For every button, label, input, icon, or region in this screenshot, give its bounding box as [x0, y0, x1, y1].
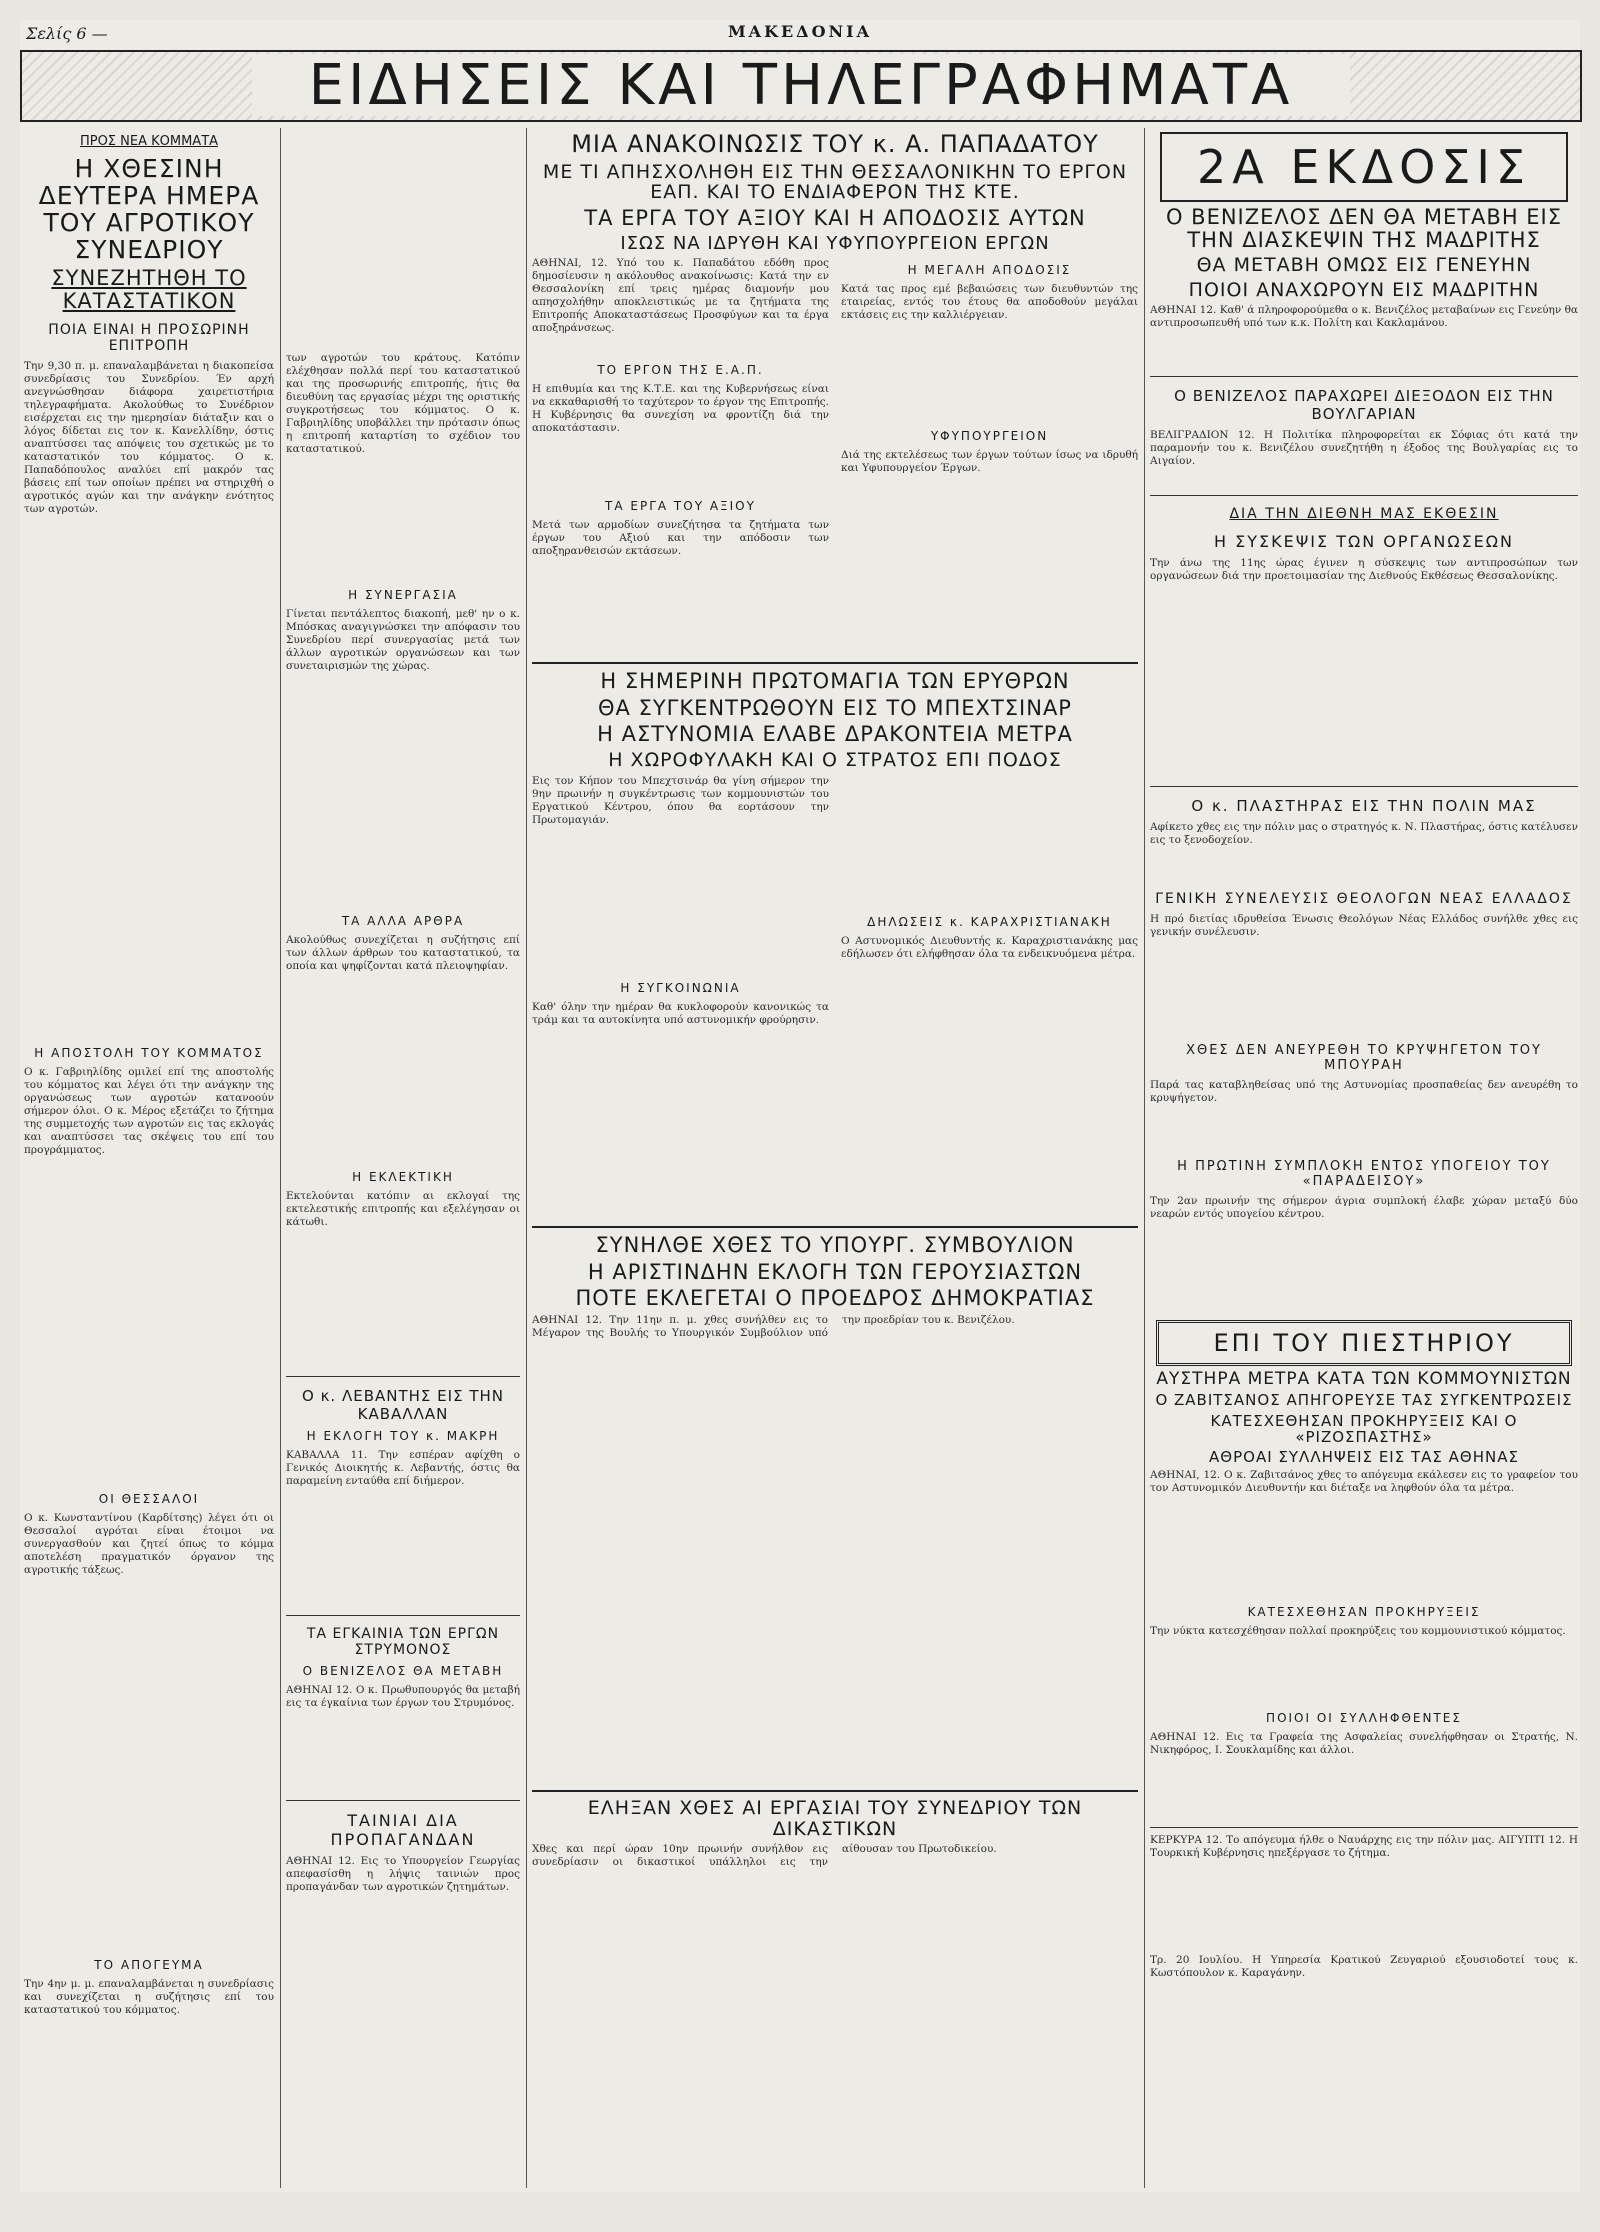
- subheading: ΤΑ ΑΛΛΑ ΑΡΘΡΑ: [341, 914, 465, 928]
- subheading: Η ΜΕΓΑΛΗ ΑΠΟΔΟΣΙΣ: [907, 263, 1072, 278]
- headline-secondary: ΣΥΝΕΖΗΤΗΘΗ ΤΟ ΚΑΤΑΣΤΑΤΙΚΟΝ: [51, 266, 247, 313]
- edition-badge: 2Α ΕΚΔΟΣΙΣ: [1160, 132, 1568, 202]
- subheading: Η ΣΥΓΚΟΙΝΩΝΙΑ: [620, 980, 741, 995]
- paper-name: ΜΑΚΕΔΟΝΙΑ: [727, 22, 873, 41]
- column-rule: [280, 128, 281, 2188]
- article-body: Ακολούθως συνεχίζεται η συζήτησις επί των άλλων άρθρων του καταστατικού, τα οποία και ψηφίζονται κατά πλειοψηφίαν.: [286, 934, 520, 972]
- subheading: ΤΟ ΕΡΓΟΝ ΤΗΣ Ε.Α.Π.: [597, 363, 764, 378]
- subheadline: ΠΟΙΑ ΕΙΝΑΙ Η ΠΡΟΣΩΡΙΝΗ ΕΠΙΤΡΟΠΗ: [48, 322, 250, 355]
- article-body: ΑΘΗΝΑΙ 12. Εις το Υπουργείον Γεωργίας απεφασίσθη η λήψις ταινιών προς προπαγάνδαν των αγροτικών ζητημάτων.: [286, 1855, 520, 1893]
- article-body: ΑΘΗΝΑΙ 12. Καθ' ά πληροφορούμεθα ο κ. Βενιζέλος μεταβαίνων εις Γενεύην θα αντιπροσωπευθή υπό των κ.κ. Πολίτη και Κακλαμάνου.: [1150, 304, 1578, 330]
- article-mayday: [532, 656, 1138, 1216]
- article-body: των αγροτών του κράτους. Κατόπιν ελέχθησαν πολλά περί του καταστατικού και της προσωρινής επιτροπής, ήτις θα διευθύνη τας εργασίας μέχρι της οριστικής συγκροτήσεως του κόμματος. Ο κ. Γαβριηλίδης υποβάλλει την πρότασιν όπως η επιτροπή καταρτίση το σχέδιον του καταστατικού.: [286, 352, 520, 455]
- article-body: ΑΘΗΝΑΙ 12. Εις τα Γραφεία της Ασφαλείας συνελήφθησαν οι Στρατής, Ν. Νικηφόρος, Ι. Σουκλαμίδης και άλλοι.: [1150, 1731, 1578, 1757]
- subheading: ΥΦΥΠΟΥΡΓΕΙΟΝ: [930, 429, 1049, 444]
- newspaper-page: [20, 20, 1580, 2192]
- headline: ΕΛΗΞΑΝ ΧΘΕΣ ΑΙ ΕΡΓΑΣΙΑΙ ΤΟΥ ΣΥΝΕΔΡΙΟΥ ΤΩΝ ΔΙΚΑΣΤΙΚΩΝ: [587, 1797, 1083, 1840]
- subheading: Η ΑΠΟΣΤΟΛΗ ΤΟΥ ΚΟΜΜΑΤΟΣ: [34, 1046, 264, 1061]
- article-body: Ο Αστυνομικός Διευθυντής κ. Καραχριστιανάκης μας εδήλωσεν ότι ελήφθησαν όλα τα ενδεικνυόμενα μέτρα.: [841, 934, 1138, 960]
- piestiriou-banner: ΕΠΙ ΤΟΥ ΠΙΕΣΤΗΡΙΟΥ: [1156, 1320, 1572, 1366]
- subheading: Η ΕΚΛΕΚΤΙΚΗ: [352, 1170, 454, 1184]
- headline: ΑΥΣΤΗΡΑ ΜΕΤΡΑ ΚΑΤΑ ΤΩΝ ΚΟΜΜΟΥΝΙΣΤΩΝ: [1156, 1369, 1572, 1389]
- column-agrarian: [24, 128, 274, 2188]
- subheading: ΟΙ ΘΕΣΣΑΛΟΙ: [98, 1492, 200, 1507]
- article-piestiriou: [1150, 1316, 1578, 2188]
- article-body: Κατά τας προς εμέ βεβαιώσεις των διευθυντών της εταιρείας, εντός του έτους θα αποδοθούν μεγάλαι εκτάσεις εις την καλλιέργειαν.: [841, 283, 1138, 322]
- headline-secondary: Η ΑΡΙΣΤΙΝΔΗΝ ΕΚΛΟΓΗ ΤΩΝ ΓΕΡΟΥΣΙΑΣΤΩΝ: [587, 1259, 1083, 1284]
- article-body: Ο κ. Κωνσταντίνου (Καρδίτσης) λέγει ότι οι Θεσσαλοί αγρόται είναι έτοιμοι να συνεργασθούν και ζητεί όπως το κόμμα αποτελέση πραγματικόν όργανον της αγροτικής τάξεως.: [24, 1512, 274, 1577]
- headline-secondary: ΘΑ ΜΕΤΑΒΗ ΟΜΩΣ ΕΙΣ ΓΕΝΕΥΗΝ: [1196, 254, 1532, 277]
- headline-theologon: ΓΕΝΙΚΗ ΣΥΝΕΛΕΥΣΙΣ ΘΕΟΛΟΓΩΝ ΝΕΑΣ ΕΛΛΑΔΟΣ: [1155, 891, 1573, 907]
- headline-tertiary: Η ΑΣΤΥΝΟΜΙΑ ΕΛΑΒΕ ΔΡΑΚΟΝΤΕΙΑ ΜΕΤΡΑ: [597, 722, 1073, 747]
- headline-symplokh: Η ΠΡΩΤΙΝΗ ΣΥΜΠΛΟΚΗ ΕΝΤΟΣ ΥΠΟΓΕΙΟΥ ΤΟΥ «ΠΑΡΑΔΕΙΣΟΥ»: [1177, 1159, 1551, 1189]
- headline-quaternary: Η ΧΩΡΟΦΥΛΑΚΗ ΚΑΙ Ο ΣΤΡΑΤΟΣ ΕΠΙ ΠΟΔΟΣ: [608, 749, 1062, 772]
- column-agrarian-continued: [286, 128, 520, 2188]
- headline: Ο ΒΕΝΙΖΕΛΟΣ ΔΕΝ ΘΑ ΜΕΤΑΒΗ ΕΙΣ ΤΗΝ ΔΙΑΣΚΕΨΙΝ ΤΗΣ ΜΑΔΡΙΤΗΣ: [1165, 205, 1563, 252]
- article-body: Αφίκετο χθες εις την πόλιν μας ο στρατηγός κ. Ν. Πλαστήρας, όστις κατέλυσεν εις το ξενοδοχείον.: [1150, 821, 1578, 846]
- headline-secondary: ΜΕ ΤΙ ΑΠΗΣΧΟΛΗΘΗ ΕΙΣ ΤΗΝ ΘΕΣΣΑΛΟΝΙΚΗΝ ΤΟ ΕΡΓΟΝ ΕΑΠ. ΚΑΙ ΤΟ ΕΝΔΙΑΦΕΡΟΝ ΤΗΣ ΚΤΕ.: [542, 160, 1128, 204]
- subheading: Η ΕΚΛΟΓΗ ΤΟΥ κ. ΜΑΚΡΗ: [306, 1429, 500, 1443]
- article-body: Ο κ. Γαβριηλίδης ομιλεί επί της αποστολής του κόμματος και λέγει ότι την ανάγκην της οργανώσεως των αγροτών κατανοούν σήμερον όλοι. Ο κ. Μέρος εξετάζει το ζήτημα της συμμετοχής των αγροτών εις τας εκλογάς και αναπτύσσει τας σκέψεις του επί του προγράμματος.: [24, 1066, 274, 1157]
- article-body: ΚΑΒΑΛΛΑ 11. Την εσπέραν αφίχθη ο Γενικός Διοικητής κ. Λεβαντής, όστις θα παραμείνη ενταύθα επί διήμερον.: [286, 1449, 520, 1487]
- subheading: ΤΟ ΑΠΟΓΕΥΜΑ: [94, 1958, 204, 1973]
- article-body: Την 2αν πρωινήν της σήμερον άγρια συμπλοκή έλαβε χώραν μεταξύ δύο νεαρών εντός υπογείου κέντρου.: [1150, 1195, 1578, 1220]
- article-body: Γίνεται πεντάλεπτος διακοπή, μεθ' ην ο κ. Μπόσκας αναγιγνώσκει την απόφασιν του Συνεδρίου περί συνεργασίας μετά των άλλων αγροτικών οργανώσεων και των συνεταιρισμών της χώρας.: [286, 608, 520, 672]
- headline-secondary: Ο ΖΑΒΙΤΣΑΝΟΣ ΑΠΗΓΟΡΕΥΣΕ ΤΑΣ ΣΥΓΚΕΝΤΡΩΣΕΙΣ: [1155, 1391, 1573, 1410]
- article-body: Τρ. 20 Ιουλίου. Η Υπηρεσία Κρατικού Ζευγαριού εξουσιοδοτεί τους κ. Κωστόπουλον κ. Καραγάνην.: [1150, 1954, 1578, 1980]
- article-body: Καθ' όλην την ημέραν θα κυκλοφορούν κανονικώς τα τράμ και τα αυτοκίνητα υπό αστυνομικήν φρούρησιν.: [532, 1000, 829, 1026]
- subheading: ΚΑΤΕΣΧΕΘΗΣΑΝ ΠΡΟΚΗΡΥΞΕΙΣ: [1247, 1605, 1481, 1620]
- article-body: Παρά τας καταβληθείσας υπό της Αστυνομίας προσπαθείας δεν ανευρέθη το κρυψήγετον.: [1150, 1079, 1578, 1104]
- banner-title: ΕΙΔΗΣΕΙΣ ΚΑΙ ΤΗΛΕΓΡΑΦΗΜΑΤΑ: [252, 54, 1350, 116]
- headline-bulgaria: Ο ΒΕΝΙΖΕΛΟΣ ΠΑΡΑΧΩΡΕΙ ΔΙΕΞΟΔΟΝ ΕΙΣ ΤΗΝ ΒΟΥΛΓΑΡΙΑΝ: [1174, 387, 1554, 424]
- subheading: ΔΗΛΩΣΕΙΣ κ. ΚΑΡΑΧΡΙΣΤΙΑΝΑΚΗ: [867, 914, 1112, 929]
- headline-levantis: Ο κ. ΛΕΒΑΝΤΗΣ ΕΙΣ ΤΗΝ ΚΑΒΑΛΛΑΝ: [302, 1387, 504, 1423]
- article-body: Διά της εκτελέσεως των έργων τούτων ίσως να ιδρυθή και Υφυπουργείον Έργων.: [841, 449, 1138, 475]
- headline-tertiary: ΤΑ ΕΡΓΑ ΤΟΥ ΑΞΙΟΥ ΚΑΙ Η ΑΠΟΔΟΣΙΣ ΑΥΤΩΝ: [584, 205, 1086, 230]
- page-number: Σελίς 6 —: [26, 24, 108, 43]
- article-body: Μετά των αρμοδίων συνεζήτησα τα ζητήματα των έργων του Αξιού και την απόδοσιν των αποξηρανθεισών εκτάσεων.: [532, 519, 829, 558]
- column-second-edition: [1150, 128, 1578, 768]
- headline: ΣΥΝΗΛΘΕ ΧΘΕΣ ΤΟ ΥΠΟΥΡΓ. ΣΥΜΒΟΥΛΙΟΝ: [595, 1233, 1075, 1257]
- article-body: Την άνω της 11ης ώρας έγινεν η σύσκεψις των αντιπροσώπων των οργανώσεων διά την προετοιμασίαν της Διεθνούς Εκθέσεως Θεσσαλονίκης.: [1150, 557, 1578, 583]
- article-judges: [532, 1784, 1138, 2188]
- section-label: ΠΡΟΣ ΝΕΑ ΚΟΜΜΑΤΑ: [79, 134, 219, 149]
- article-body: ΑΘΗΝΑΙ, 12. Ο κ. Ζαβιτσάνος χθες το απόγευμα εκάλεσεν εις το γραφείον του τον Αστυνομικόν Διευθυντήν και διέταξε να ληφθούν όλα τα μέτρα.: [1150, 1469, 1578, 1495]
- article-council: [532, 1220, 1138, 1780]
- article-body: Την 9,30 π. μ. επαναλαμβάνεται η διακοπείσα συνεδρίασις του Συνεδρίου. Έν αρχή ανεγνώσθησαν διάφορα χαιρετιστήρια τηλεγραφήματα. Ακολούθως το Συνέδριον εισέρχεται εις την ημερησίαν διάταξιν και ο λόγος δίδεται εις τον κ. Κανελλίδην, όστις αναπτύσσει τας απόψεις του σχετικώς με το καταστατικόν του κόμματος. Ο κ. Παπαδόπουλος αναλύει επί μακρόν τας βάσεις επί των οποίων πρέπει να στηριχθή ο αγροτικός αγών και την ανάγκην ενότητος των αγροτών.: [24, 360, 274, 516]
- headline-ekthesi: ΔΙΑ ΤΗΝ ΔΙΕΘΝΗ ΜΑΣ ΕΚΘΕΣΙΝ: [1229, 506, 1499, 523]
- subheading: ΠΟΙΟΙ ΟΙ ΣΥΛΛΗΦΘΕΝΤΕΣ: [1266, 1711, 1462, 1726]
- subheading: ΤΑ ΕΡΓΑ ΤΟΥ ΑΞΙΟΥ: [605, 499, 756, 514]
- headline-tertiary: ΠΟΙΟΙ ΑΝΑΧΩΡΟΥΝ ΕΙΣ ΜΑΔΡΙΤΗΝ: [1188, 278, 1540, 301]
- article-body: Η πρό διετίας ιδρυθείσα Ένωσις Θεολόγων Νέας Ελλάδος συνήλθε χθες εις γενικήν συνέλευσιν.: [1150, 913, 1578, 938]
- running-header: [20, 20, 1580, 46]
- article-body: Την νύκτα κατεσχέθησαν πολλαί προκηρύξεις του κομμουνιστικού κόμματος.: [1150, 1625, 1566, 1638]
- section-banner: [20, 50, 1582, 122]
- headline-tainiai: ΤΑΙΝΙΑΙ ΔΙΑ ΠΡΟΠΑΓΑΝΔΑΝ: [330, 1811, 476, 1849]
- headline-secondary: ΘΑ ΣΥΓΚΕΝΤΡΩΘΟΥΝ ΕΙΣ ΤΟ ΜΠΕΧΤΣΙΝΑΡ: [598, 695, 1072, 720]
- subheading: Η ΣΥΝΕΡΓΑΣΙΑ: [348, 588, 458, 602]
- article-body: ΑΘΗΝΑΙ 12. Την 11ην π. μ. χθες συνήλθεν εις το Μέγαρον της Βουλής το Υπουργικόν Συμβούλιον υπό την προεδρίαν του κ. Βενιζέλου.: [532, 1314, 1015, 1340]
- article-body: ΑΘΗΝΑΙ, 12. Υπό του κ. Παπαδάτου εδόθη προς δημοσίευσιν η ακόλουθος ανακοίνωσις: Κατά την εν Θεσσαλονίκη επί τρεις ημέρας διαμονήν μου απησχολήθην αποκλειστικώς με τα ζητήματα της Επιτροπής Αποκαταστάσεως Προσφύγων και τα έργα αποξηράνσεως.: [532, 257, 829, 335]
- article-body: ΑΘΗΝΑΙ 12. Ο κ. Πρωθυπουργός θα μεταβή εις τα έγκαίνια των έργων του Στρυμόνος.: [286, 1684, 520, 1709]
- headline-tertiary: ΠΟΤΕ ΕΚΛΕΓΕΤΑΙ Ο ΠΡΟΕΔΡΟΣ ΔΗΜΟΚΡΑΤΙΑΣ: [575, 1286, 1095, 1311]
- headline-mpourah: ΧΘΕΣ ΔΕΝ ΑΝΕΥΡΕΘΗ ΤΟ ΚΡΥΨΗΓΕΤΟΝ ΤΟΥ ΜΠΟΥΡΑΗ: [1186, 1043, 1542, 1073]
- column-rule: [526, 128, 527, 2188]
- article-body: Χθες και περί ώραν 10ην πρωινήν συνήλθον εις συνεδρίασιν οι δικαστικοί υπάλληλοι εις την αίθουσαν του Πρωτοδικείου.: [532, 1843, 997, 1869]
- article-body: ΒΕΛΙΓΡΑΔΙΟΝ 12. Η Πολιτίκα πληροφορείται εκ Σόφιας ότι κατά την παραμονήν του κ. Βενιζέλου συνεζητήθη η έξοδος της Βουλγαρίας εις το Αιγαίον.: [1150, 429, 1578, 468]
- article-body: Την 4ην μ. μ. επαναλαμβάνεται η συνεδρίασις και συνεχίζεται η συζήτησις επί του καταστατικού του κόμματος.: [24, 1978, 274, 2017]
- headline-plastiras: Ο κ. ΠΛΑΣΤΗΡΑΣ ΕΙΣ ΤΗΝ ΠΟΛΙΝ ΜΑΣ: [1191, 797, 1537, 815]
- article-papadatos: [532, 128, 1138, 648]
- headline: Η ΣΗΜΕΡΙΝΗ ΠΡΩΤΟΜΑΓΙΑ ΤΩΝ ΕΡΥΘΡΩΝ: [600, 669, 1070, 693]
- headline: ΜΙΑ ΑΝΑΚΟΙΝΩΣΙΣ ΤΟΥ κ. Α. ΠΑΠΑΔΑΤΟΥ: [571, 130, 1099, 158]
- headline-egkainia: ΤΑ ΕΓΚΑΙΝΙΑ ΤΩΝ ΕΡΓΩΝ ΣΤΡΥΜΟΝΟΣ: [306, 1626, 500, 1658]
- headline-quaternary: ΑΘΡΟΑΙ ΣΥΛΛΗΨΕΙΣ ΕΙΣ ΤΑΣ ΑΘΗΝΑΣ: [1209, 1447, 1519, 1466]
- headline-tertiary: ΚΑΤΕΣΧΕΘΗΣΑΝ ΠΡΟΚΗΡΥΞΕΙΣ ΚΑΙ Ο «ΡΙΖΟΣΠΑΣΤΗΣ»: [1210, 1411, 1518, 1446]
- article-body: ΚΕΡΚΥΡΑ 12. Το απόγευμα ήλθε ο Ναυάρχης εις την πόλιν μας. ΑΙΓΥΠΤΙ 12. Η Τουρκική Κυβέρνησις ηπεξέργασε το ζήτημα.: [1150, 1834, 1578, 1860]
- article-body: Εις τον Κήπον του Μπεχτσινάρ θα γίνη σήμερον την 9ην πρωινήν η συγκέντρωσις των κομμουνιστών του Εργατικού Κέντρου, όπου θα εορτάσουν την Πρωτομαγιάν.: [532, 774, 829, 826]
- column-rule: [1144, 128, 1145, 2188]
- headline: Η ΧΘΕΣΙΝΗ ΔΕΥΤΕΡΑ ΗΜΕΡΑ ΤΟΥ ΑΓΡΟΤΙΚΟΥ ΣΥΝΕΔΡΙΟΥ: [38, 154, 260, 264]
- headline-quaternary: ΙΣΩΣ ΝΑ ΙΔΡΥΘΗ ΚΑΙ ΥΦΥΠΟΥΡΓΕΙΟΝ ΕΡΓΩΝ: [620, 232, 1050, 254]
- article-body: Εκτελούνται κατόπιν αι εκλογαί της εκτελεστικής επιτροπής και εξελέγησαν οι κάτωθι.: [286, 1190, 520, 1228]
- headline-organoseon: Η ΣΥΣΚΕΨΙΣ ΤΩΝ ΟΡΓΑΝΩΣΕΩΝ: [1214, 532, 1514, 552]
- column-right-middle: [1150, 780, 1578, 1310]
- article-body: Η επιθυμία και της Κ.Τ.Ε. και της Κυβερνήσεως είναι να εκκαθαρισθή το ταχύτερον το έργον της Επιτροπής. Η Κυβέρνησις θα συνεχίση να φροντίζη διά την αποκατάστασιν.: [532, 383, 829, 435]
- subheading: Ο ΒΕΝΙΖΕΛΟΣ ΘΑ ΜΕΤΑΒΗ: [302, 1664, 504, 1678]
